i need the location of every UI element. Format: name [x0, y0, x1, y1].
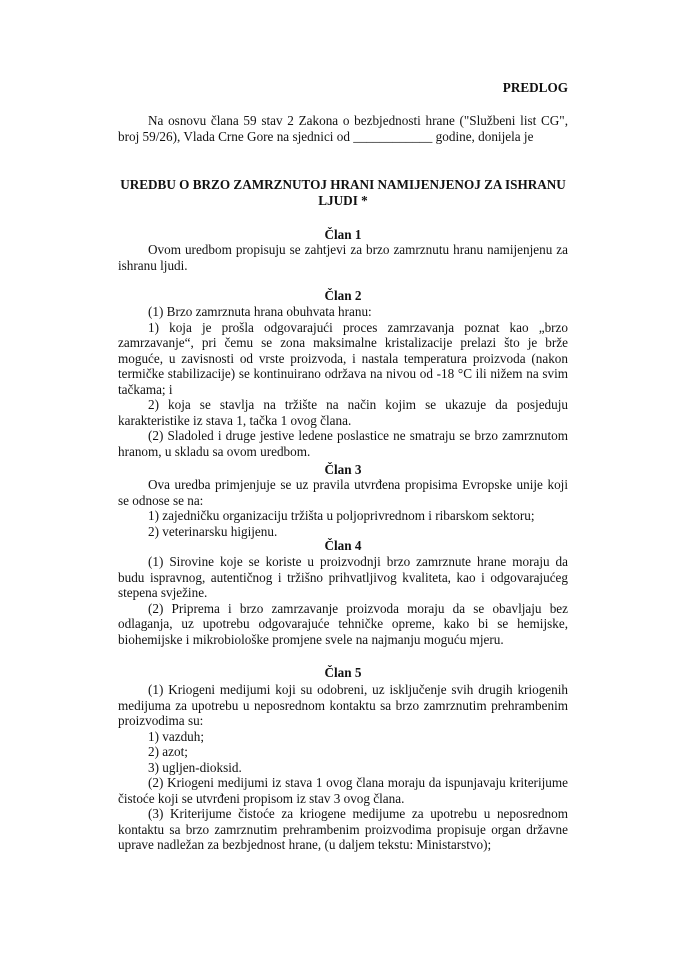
article-3-para-3: 2) veterinarsku higijenu. — [148, 523, 278, 539]
article-5-heading: Član 5 — [324, 665, 362, 680]
article-2-body — [118, 304, 568, 459]
article-3-heading: Član 3 — [324, 462, 362, 477]
article-4-para-1: (1) Sirovine koje se koriste u proizvodnji brzo zamrznute hrane moraju da budu ispravnog, autentičnog i tržišno prihvatljivog kvaliteta, kao i odgovarajućeg stepena svježine. — [118, 554, 568, 600]
article-5-para-2: 1) vazduh; — [148, 728, 205, 744]
article-3-body — [118, 477, 568, 539]
article-1-para-1: Ovom uredbom propisuju se zahtjevi za brzo zamrznutu hranu namijenjenu za ishranu ljudi. — [118, 242, 568, 273]
intro-paragraph: Na osnovu člana 59 stav 2 Zakona o bezbjednosti hrane ("Službeni list CG", broj 59/26), Vlada Crne Gore na sjednici od ____________ godine, donijela je — [118, 113, 568, 144]
article-5-para-6: (3) Kriterijume čistoće za kriogene medijume za upotrebu u neposrednom kontaktu sa brzo zamrznutim prehrambenim proizvodima propisuje organ državne uprave nadležan za bezbjednost hrane, (u daljem tekstu: Ministarstvo); — [118, 806, 568, 852]
article-2-heading: Član 2 — [324, 288, 362, 303]
article-2-para-1: (1) Brzo zamrznuta hrana obuhvata hranu: — [148, 304, 372, 319]
article-5-para-5: (2) Kriogeni medijumi iz stava 1 ovog člana moraju da ispunjavaju kriterijume čistoće koji se utvrđeni propisom iz stav 3 ovog člana. — [118, 775, 568, 806]
article-2-para-3: 2) koja se stavlja na tržište na način kojim se ukazuje da posjeduju karakteristike iz stava 1, tačka 1 ovog člana. — [118, 397, 568, 428]
article-5-body — [118, 682, 568, 853]
article-2-para-2: 1) koja je prošla odgovarajući proces zamrzavanja poznat kao „brzo zamrzavanje“, pri čemu se zona maksimalne kristalizacije prelazi što je brže moguće, u zavisnosti od vrste proizvoda, i nastala temperatura proizvoda (nakon termičke stabilizacije) se kontinuirano održava na nivou od -18 °C ili nižem na svim tačkama; i — [118, 319, 568, 397]
article-5-para-3: 2) azot; — [148, 744, 188, 759]
article-5-para-4: 3) ugljen-dioksid. — [148, 759, 242, 775]
regulation-title: UREDBU O BRZO ZAMRZNUTOJ HRANI NAMIJENJENOJ ZA ISHRANU LJUDI * — [120, 177, 566, 208]
document-label: PREDLOG — [502, 80, 568, 95]
article-3-para-1: Ova uredba primjenjuje se uz pravila utvrđena propisima Evropske unije koji se odnose se na: — [118, 477, 568, 508]
article-3-para-2: 1) zajedničku organizaciju tržišta u poljoprivrednom i ribarskom sektoru; — [148, 508, 535, 523]
article-4-heading: Član 4 — [324, 538, 362, 553]
article-4-para-2: (2) Priprema i brzo zamrzavanje proizvoda moraju da se obavljaju bez odlaganja, uz upotrebu odgovarajuće tehničke opreme, kako bi se hemijske, biohemijske i mikrobiološke promjene svele na najmanju moguću mjeru. — [118, 600, 568, 647]
article-1-heading: Član 1 — [324, 227, 362, 242]
article-4-body — [118, 554, 568, 647]
article-5-para-1: (1) Kriogeni medijumi koji su odobreni, uz isključenje svih drugih kriogenih medijuma za upotrebu u neposrednom kontaktu sa brzo zamrznutim prehrambenim proizvodima su: — [118, 682, 568, 728]
article-1-body — [118, 242, 568, 273]
intro-block — [118, 113, 568, 144]
article-2-para-4: (2) Sladoled i druge jestive ledene poslastice ne smatraju se brzo zamrznutom hranom, u skladu sa ovom uredbom. — [118, 428, 568, 459]
